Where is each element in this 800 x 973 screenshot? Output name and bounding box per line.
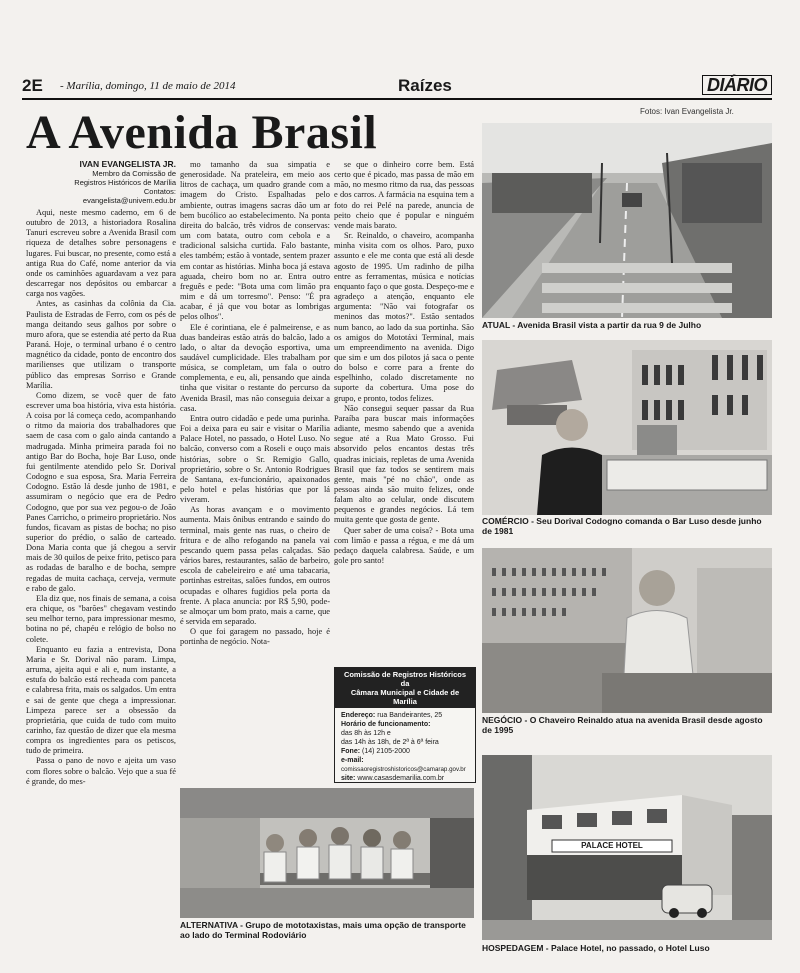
photo-chaveiro-reinaldo — [482, 548, 772, 713]
email-label: e-mail: — [341, 757, 364, 764]
issue-date: - Marília, domingo, 11 de maio de 2014 — [60, 80, 236, 92]
address-label: Endereço: — [341, 712, 376, 719]
photo-credit: Fotos: Ivan Evangelista Jr. — [640, 107, 734, 116]
photo-caption: ATUAL - Avenida Brasil vista a partir da rua 9 de Julho — [482, 320, 702, 330]
section-name: Raízes — [398, 76, 452, 95]
paragraph: Passa o pano de novo e ajeita um vaso com flores sobre o balcão. Vejo que a sua fé é grande, do mes- — [26, 756, 176, 786]
paragraph: O que foi garagem no passado, hoje é portinha de negócio. Nota- — [180, 627, 330, 647]
article-column-3 — [334, 160, 474, 660]
author-name: IVAN EVANGELISTA JR. — [79, 159, 176, 169]
info-heading-line: Comissão de Registros Históricos da — [343, 670, 467, 688]
commission-info-box — [334, 667, 476, 783]
info-box-body — [335, 708, 475, 786]
photo-caption: COMÉRCIO - Seu Dorival Codogno comanda o Bar Luso desde junho de 1981 — [482, 516, 762, 536]
bar-interior-image — [482, 340, 772, 515]
paragraph: Antes, as casinhas da colônia da Cia. Paulista de Estradas de Ferro, com os pés de manga deitando seus galhos por sobre o muro afora, que se estendia até perto da Rua Paraná. Hoje, o terminal urbano é o centro magnético da cidade, ponto de encontro dos marilienses que utilizam o transporte público das empresas Sorriso e Grande Marília. — [26, 299, 176, 390]
photo-caption: HOSPEDAGEM - Palace Hotel, no passado, o Hotel Luso — [482, 943, 710, 953]
paragraph: Quer saber de uma coisa? - Bota uma com limão e passa a régua, e me dá um pedaço daquela calabresa. Saúde, e um gole pro santo! — [334, 525, 474, 566]
photo-mototaxistas — [180, 788, 474, 918]
hours-label: Horário de funcionamento: — [341, 721, 431, 728]
photo-caption: NEGÓCIO - O Chaveiro Reinaldo atua na avenida Brasil desde agosto de 1995 — [482, 715, 763, 735]
paragraph: Ele é corintiana, ele é palmeirense, e as duas bandeiras estão atrás do balcão, lado a lado, o altar da devoção esportiva, uma saudável cumplicidade. Eles trabalham por música, se completam, um fala o outro complementa, e eu, ali, pensando que ainda tinha que visitar o restante do percurso da Avenida Brasil, mas não conseguia deixar a casa. — [180, 322, 330, 413]
address-value: rua Bandeirantes, 25 — [377, 712, 443, 719]
email-link[interactable]: comissaoregistroshistoricos@camarap.gov.br — [341, 766, 466, 773]
paragraph: Enquanto eu fazia a entrevista, Dona Maria e Sr. Dorival não param. Limpa, arruma, ajeita aqui e ali e, num instante, a estufa do balcão está recheada com panceta e calabresa frita, mais os salgados. Um entra e sai de gente que chega a impressionar. Limpeza parece ser a obsessão da proprietária, que cuida de tudo com muito carinho, faz questão de dizer que ela mesma compra os ingredientes para os petiscos, tudo de primeira. — [26, 644, 176, 756]
info-heading-line: Câmara Municipal e Cidade de Marília — [350, 688, 460, 706]
author-role: Membro da Comissão de — [92, 169, 176, 178]
paragraph: Não consegui sequer passar da Rua Paraíba para buscar mais informações adiante, mesmo sabendo que a avenida segue até a Rua Mato Grosso. Fui absorvido pelos encantos destas três quadras iniciais, repletas de uma Avenida Brasil que faz todos se sentirem mais gente, mais "pé no chão", onde as pessoas ainda são muito felizes, onde falam alto ao celular, onde discutem pequenos e grandes negócios. Lá tem muita gente que gosta de gente. — [334, 403, 474, 525]
article-column-2 — [180, 160, 330, 785]
paragraph: Como dizem, se você quer de fato escrever uma boa história, viva esta história. A coisa por lá começa cedo, acompanhando o ritmo da maioria dos trabalhadores que saem de casa com o galo ainda cantando a madrugada. Minha primeira parada foi no antigo Bar do Bocha, hoje Bar Luso, onde fui gentilmente atendido pelo Sr. Dorival Codogno e sua esposa, Sra. Maria Ferreira Codogno. Estão lá desde junho de 1981, e assumiram o negócio que era de Pedro Codogno, que por sua vez pegou-o de João Panes Carricho, o primeiro proprietário. Nos fundos, ficavam as pistas de bocha; no piso superior do prédio, o salão de carteado. Dona Maria conta que já chegou a servir mais de 30 quilos de peixe frito, petisco para as rodadas de baralho e de bocha, sempre regadas de muita cachaça, cerveja, vermute e rabo de galo. — [26, 390, 176, 593]
photo-avenida-brasil-street — [482, 123, 772, 318]
photo-bar-luso-owner — [482, 340, 772, 515]
info-box-heading — [335, 668, 475, 708]
hours-value: das 14h às 18h, de 2ª à 6ª feira — [341, 739, 439, 746]
paragraph: Aqui, neste mesmo caderno, em 6 de outubro de 2013, a historiadora Rosalina Tanuri escreveu sobre a Avenida Brasil com riqueza de detalhes sobre personagens e lugares. Fui buscar, no presente, como está a antiga Rua do Café, nome anterior da via onde os caminhões aguardavam a vez para descarregar nos depósitos ou embarcar a carga nos vagões. — [26, 208, 176, 299]
masthead — [22, 76, 772, 100]
site-link[interactable]: www.casasdemarilia.com.br — [357, 775, 445, 782]
phone-value: (14) 2105-2000 — [362, 748, 410, 755]
locksmith-image — [482, 548, 772, 713]
mototaxi-group-image — [180, 788, 474, 918]
paragraph: Sr. Reinaldo, o chaveiro, acompanha minha visita com os olhos. Paro, puxo assunto e ele me conta que está ali desde agosto de 1995. Um radinho de pilha entre as ferramentas, música e notícias enquanto faço o que gosta. Despeço-me e agradeço a atenção, enquanto ele argumenta: "Não vai fotografar os meninos das motos?". Estão sentados num banco, ao lado da sua portinha. São os amigos do Mototáxi Terminal, mais um empreendimento na avenida. Digo que sim e um dos pilotos já saca o pente do bolso e corre para a frente do espelhinho, colado discretamente no suporte da cobertura. Uma pose do grupo, e pronto, todos felizes. — [334, 231, 474, 403]
paragraph: Entra outro cidadão e pede uma purinha. Foi a deixa para eu sair e visitar o Marília Palace Hotel, no passado, o Hotel Luso. No balcão, converso com a Roseli e ouço mais histórias, sobre o Sr. Remigio Gallo, proprietário, sobre o Sr. Antonio Rodrigues de Santana, ex-funcionário, apaixonados pelo hotel e pelas histórias que por lá viveram. — [180, 413, 330, 505]
phone-label: Fone: — [341, 748, 361, 755]
newspaper-logo: DIÁRIO — [702, 75, 772, 95]
page-number: 2E — [22, 76, 43, 95]
paragraph: se que o dinheiro corre bem. Está certo que é picado, mas passa de mão em mão, no mesmo ritmo da rua, das pessoas e dos carros. A farmácia na esquina tem a foto do rei Pelé na parede, anuncia de peito cheio que é popular e ninguém vende mais barato. — [334, 160, 474, 230]
author-role: Registros Históricos de Marília — [74, 178, 176, 187]
street-scene-image — [482, 123, 772, 318]
article-title: A Avenida Brasil — [26, 106, 378, 159]
article-column-1 — [26, 208, 176, 970]
photo-palace-hotel — [482, 755, 772, 940]
author-contact: Contatos: evangelista@univem.edu.br — [82, 187, 176, 205]
paragraph: As horas avançam e o movimento aumenta. Mais ônibus entrando e saindo do terminal, mais gente nas ruas, o cheiro de fritura e de alho refogando na panela vai pescando quem passa pelas calçadas. São vários bares, restaurantes, salão de barbeiro, escola de cabeleireiro e até uma tabacaria, portinhas estreitas, salões fundos, em outros ocupadas e olhares fugidios pela porta da frente. A placa anuncia: por R$ 5,90, pode-se almoçar um bom prato, mais a carne, que é servida em separado. — [180, 505, 330, 627]
hotel-sign-text: PALACE HOTEL — [581, 841, 643, 850]
paragraph: Ela diz que, nos finais de semana, a coisa era chique, os "barões" chegavam vestindo seu melhor terno, para impressionar mesmo, botina no pé, chapéu e relógio de bolso no colete. — [26, 593, 176, 644]
hours-value: das 8h às 12h e — [341, 730, 391, 737]
photo-caption: ALTERNATIVA - Grupo de mototaxistas, mais uma opção de transporte ao lado do Terminal Rodoviário — [180, 920, 466, 940]
site-label: site: — [341, 775, 356, 782]
paragraph: mo tamanho da sua simpatia e generosidade. Na prateleira, em meio aos litros de cachaça, um quadro grande com a imagem do Cristo. Espalhadas pelo ambiente, outras imagens sacras dão um ar bem bucólico ao estabelecimento. Na ponta direita do balcão, três vidros de conservas: um com batata, outro com cebola e a tradicional salsicha curtida. Falo bastante, eles também; estão à vontade, sentem prazer em contar as histórias. Minha boca já estava aguada, cheiro bom no ar. Entra outro freguês e pede: "Bota uma com limão pra mim e dá um torresmo". Penso: "É pra acabar, é já que vou botar as lombrigas pelos olhos". — [180, 160, 330, 322]
byline — [52, 160, 176, 205]
